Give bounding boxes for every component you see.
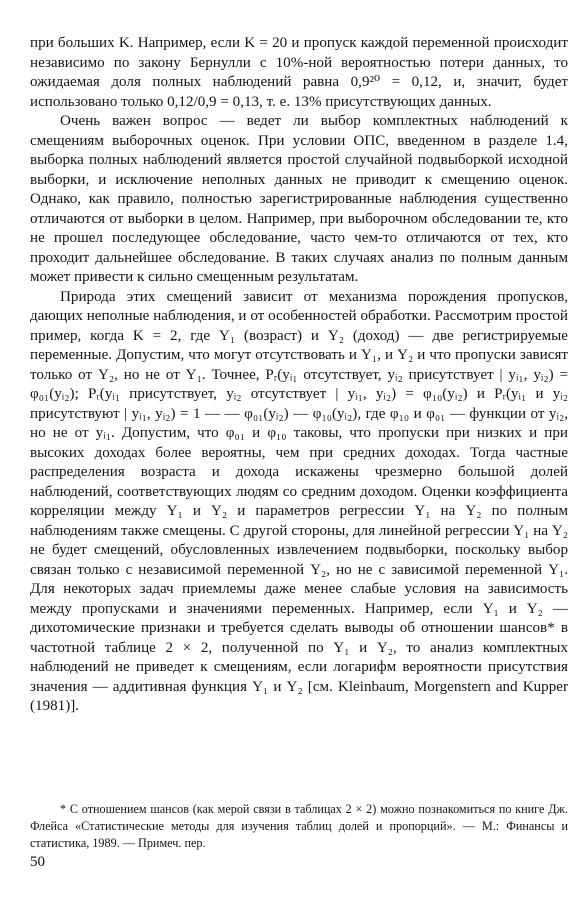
paragraph-1: при больших K. Например, если K = 20 и пропуск каждой переменной происходит независимо по закону Бернулли с 10%-ной вероятностью потери данных, то ожидаемая доля полных наблюдений равна 0,9²⁰ = 0,12, и, значит, будет использовано только 0,12/0,9 = 0,13, т. е. 13% присутствующих данных. — [30, 35, 568, 110]
footnote: * С отношением шансов (как мерой связи в таблицах 2 × 2) можно познакомиться по книге Дж. Флейса «Статистические методы для изучения таблиц долей и пропорций». — М.: Финансы и статистика, 1989. — Примеч. пер. — [30, 802, 568, 850]
paragraph-3: Природа этих смещений зависит от механизма порождения пропусков, дающих неполные наблюдения, и от особенностей обработки. Рассмотрим простой пример, когда K = 2, где Y₁ (возраст) и Y₂ (доход) — две регистрируемые переменные. Допустим, что могут отсутствовать и Y₁, и Y₂ и что пропуски зависят только от Y₂, но не от Y₁. Точнее, Pᵣ(yᵢ₁ отсутствует, yᵢ₂ присутствует | yᵢ₁, yᵢ₂) = φ₀₁(yᵢ₂); Pᵣ(yᵢ₁ присутствует, yᵢ₂ отсутствует | yᵢ₁, yᵢ₂) = φ₁₀(yᵢ₂) и Pᵣ(yᵢ₁ и yᵢ₂ присутствуют | yᵢ₁, yᵢ₂) = 1 — — φ₀₁(yᵢ₂) — φ₁₀(yᵢ₂), где φ₁₀ и φ₀₁ — функции от yᵢ₂, но не от yᵢ₁. Допустим, что φ₀₁ и φ₁₀ таковы, что пропуски при низких и при высоких доходах более вероятны, чем при средних доходах. Тогда частные распределения возраста и дохода искажены чрезмерно большой долей наблюдений, соответствующих людям со средним доходом. Оценки коэффициента корреляции между Y₁ и Y₂ и параметров регрессии Y₁ на Y₂ по полным наблюдениям также смещены. С другой стороны, для линейной регрессии Y₁ на Y₂ не будет смещений, обусловленных извлечением подвыборки, поскольку выбор связан только с независимой переменной Y₂, но не с зависимой переменной Y₁. Для некоторых задач приемлемы даже менее слабые условия на зависимость между пропусками и значениями переменных. Например, если Y₁ и Y₂ — дихотомические признаки и требуется сделать выводы об отношении шансов* в частотной таблице 2 × 2, полученной по Y₁ и Y₂, то анализ комплектных наблюдений не приведет к смещениям, если логарифм вероятности присутствия значения — аддитивная функция Y₁ и Y₂ [см. Kleinbaum, Morgenstern and Kupper (1981)]. — [30, 288, 568, 714]
page-number: 50 — [30, 854, 45, 870]
body-text — [30, 34, 568, 717]
paragraph-2: Очень важен вопрос — ведет ли выбор комплектных наблюдений к смещениям выборочных оценок. При условии ОПС, введенном в разделе 1.4, выборка полных наблюдений является простой случайной подвыборкой исходной выборки, и исключение неполных данных не приводит к смещению оценок. Однако, как правило, полностью зарегистрированные наблюдения существенно отличаются от выборки в целом. Например, при выборочном обследовании те, кто не прошел последующее обследование, часто чем-то отличаются от тех, кто проходит дальнейшее обследование. В таких случаях анализ по полным данным может привести к сильно смещенным результатам. — [30, 113, 568, 285]
